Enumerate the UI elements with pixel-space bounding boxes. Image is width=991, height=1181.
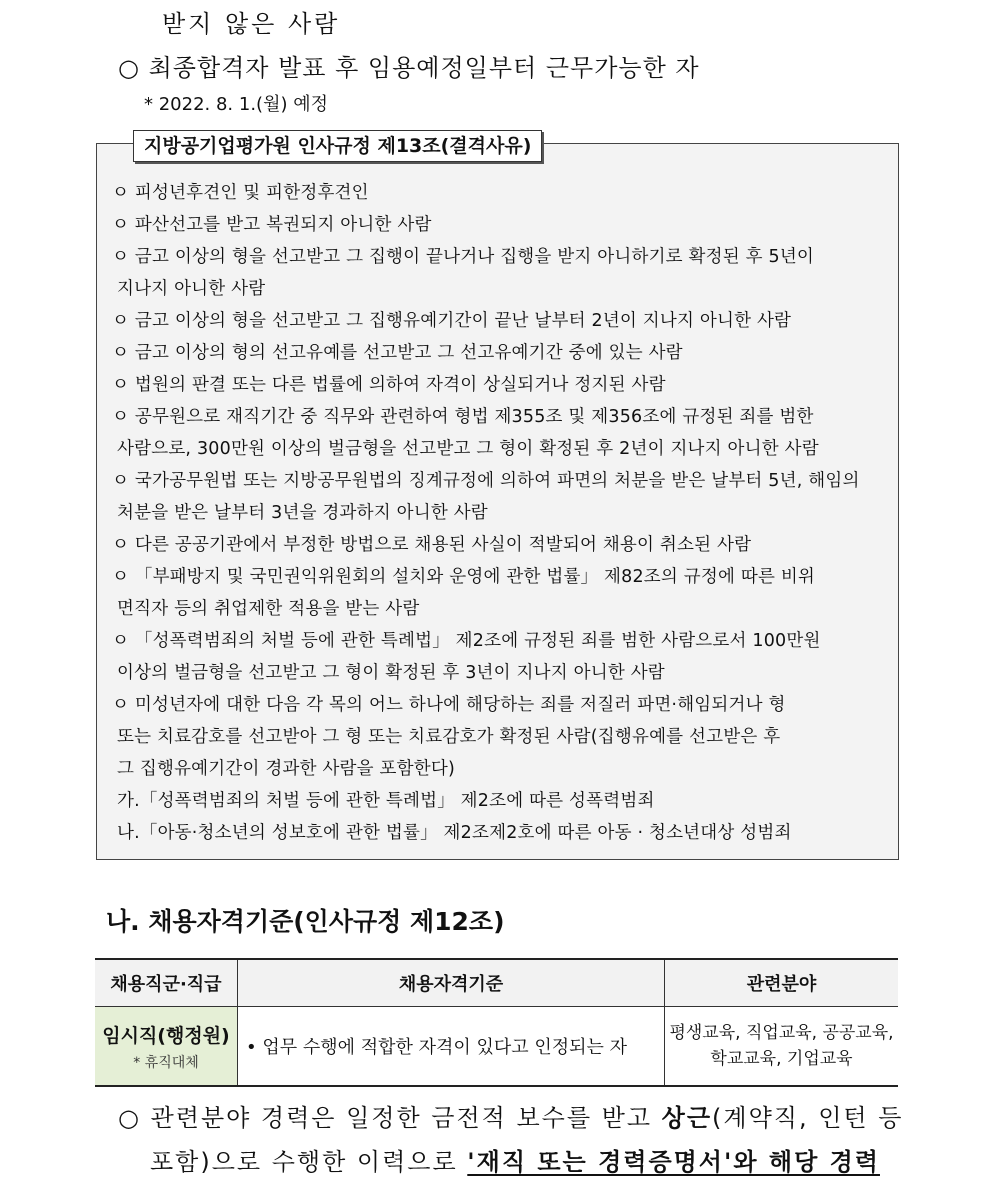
box-line: ㅇ 다른 공공기관에서 부정한 방법으로 채용된 사실이 적발되어 채용이 취소된 사람: [112, 535, 752, 555]
box-line: 가.「성폭력범죄의 처벌 등에 관한 특례법」 제2조에 따른 성폭력범죄: [117, 791, 655, 811]
box-line: ㅇ 공무원으로 재직기간 중 직무와 관련하여 형법 제355조 및 제356조에 규정된 죄를 범한: [112, 407, 814, 427]
box-title: 지방공기업평가원 인사규정 제13조(결격사유): [133, 130, 542, 162]
role-name: 임시직(행정원): [102, 1024, 230, 1047]
career-note-underlined: '재직 또는 경력증명서'와 해당 경력: [467, 1148, 880, 1176]
box-line: ㅇ 금고 이상의 형을 선고받고 그 집행이 끝나거나 집행을 받지 아니하기로 확정된 후 5년이: [112, 247, 815, 267]
career-note-line-2: [150, 1142, 880, 1177]
box-line: ㅇ 금고 이상의 형의 선고유예를 선고받고 그 선고유예기간 중에 있는 사람: [112, 343, 683, 363]
continued-line: 받지 않은 사람: [162, 10, 341, 38]
box-line: ㅇ 피성년후견인 및 피한정후견인: [112, 183, 369, 203]
career-note-text: 포함)으로 수행한 이력으로: [150, 1148, 468, 1176]
box-line: 지나지 아니한 사람: [117, 279, 266, 299]
table-header-row: [95, 959, 898, 1007]
box-line: ㅇ 법원의 판결 또는 다른 법률에 의하여 자격이 상실되거나 정지된 사람: [112, 375, 666, 395]
role-cell: [95, 1007, 238, 1087]
box-line: 사람으로, 300만원 이상의 벌금형을 선고받고 그 형이 확정된 후 2년이 지나지 아니한 사람: [117, 439, 819, 459]
box-line: 면직자 등의 취업제한 적용을 받는 사람: [117, 599, 420, 619]
criteria-cell: • 업무 수행에 적합한 자격이 있다고 인정되는 자: [238, 1007, 665, 1087]
table-row: [95, 1007, 898, 1087]
box-line: 나.「아동·청소년의 성보호에 관한 법률」 제2조제2호에 따른 아동 · 청소년대상 성범죄: [117, 823, 792, 843]
career-note-line-1: [118, 1098, 903, 1133]
career-note-emphasis: 상근: [661, 1104, 713, 1132]
box-line: 이상의 벌금형을 선고받고 그 형이 확정된 후 3년이 지나지 아니한 사람: [117, 663, 665, 683]
role-note: * 휴직대체: [133, 1054, 199, 1071]
requirement-line: ○ 최종합격자 발표 후 임용예정일부터 근무가능한 자: [118, 54, 700, 82]
header-field: 관련분야: [665, 959, 899, 1007]
box-line: ㅇ 금고 이상의 형을 선고받고 그 집행유예기간이 끝난 날부터 2년이 지나지 아니한 사람: [112, 311, 792, 331]
section-title: 나. 채용자격기준(인사규정 제12조): [106, 907, 505, 936]
header-criteria: 채용자격기준: [238, 959, 665, 1007]
criteria-table: [95, 958, 898, 1087]
field-cell: [665, 1007, 899, 1087]
box-line: ㅇ 파산선고를 받고 복권되지 아니한 사람: [112, 215, 432, 235]
field-line-2: 학교교육, 기업교육: [710, 1049, 853, 1069]
header-role: 채용직군·직급: [95, 959, 238, 1007]
career-note-text: ○ 관련분야 경력은 일정한 금전적 보수를 받고: [118, 1104, 662, 1132]
box-line: ㅇ 국가공무원법 또는 지방공무원법의 징계규정에 의하여 파면의 처분을 받은 날부터 5년, 해임의: [112, 471, 860, 491]
box-line: 또는 치료감호를 선고받아 그 형 또는 치료감호가 확정된 사람(집행유예를 선고받은 후: [117, 727, 781, 747]
box-line: ㅇ 미성년자에 대한 다음 각 목의 어느 하나에 해당하는 죄를 저질러 파면·해임되거나 형: [112, 695, 786, 715]
field-line-1: 평생교육, 직업교육, 공공교육,: [669, 1023, 894, 1043]
box-line: ㅇ 「성폭력범죄의 처벌 등에 관한 특례법」 제2조에 규정된 죄를 범한 사람으로서 100만원: [112, 631, 821, 651]
box-line: 그 집행유예기간이 경과한 사람을 포함한다): [117, 759, 455, 779]
career-note-text: (계약직, 인턴 등: [712, 1104, 904, 1132]
box-line: 처분을 받은 날부터 3년을 경과하지 아니한 사람: [117, 503, 488, 523]
date-note: * 2022. 8. 1.(월) 예정: [144, 94, 328, 115]
box-line: ㅇ 「부패방지 및 국민권익위원회의 설치와 운영에 관한 법률」 제82조의 규정에 따른 비위: [112, 567, 816, 587]
